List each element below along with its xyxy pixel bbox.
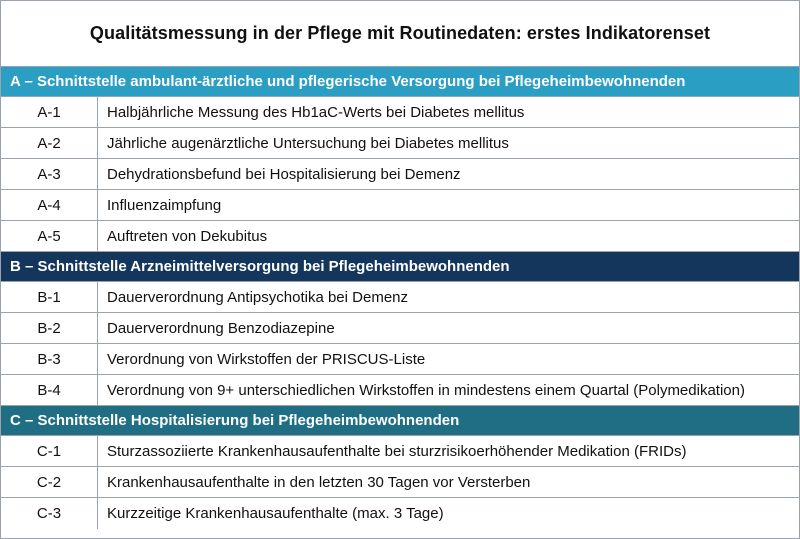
indicator-code: B-1 (1, 282, 98, 312)
indicator-code: A-1 (1, 97, 98, 127)
indicator-code: A-3 (1, 159, 98, 189)
indicator-description: Jährliche augenärztliche Untersuchung bei Diabetes mellitus (107, 134, 509, 152)
indicator-description: Sturzassoziierte Krankenhausaufenthalte bei sturzrisikoerhöhender Medikation (FRIDs) (107, 442, 687, 460)
indicator-code: B-4 (1, 375, 98, 405)
indicator-code: C-3 (1, 498, 98, 529)
table-row (1, 190, 799, 221)
indicator-description: Dauerverordnung Benzodiazepine (107, 319, 335, 337)
indicator-description: Halbjährliche Messung des Hb1aC-Werts bei Diabetes mellitus (107, 103, 525, 121)
table-row (1, 498, 799, 529)
table-row (1, 97, 799, 128)
indicator-code: A-4 (1, 190, 98, 220)
table-row (1, 128, 799, 159)
table-row (1, 282, 799, 313)
table-title: Qualitätsmessung in der Pflege mit Routinedaten: erstes Indikatorenset (89, 23, 711, 43)
indicator-description: Dauerverordnung Antipsychotika bei Demenz (107, 288, 409, 306)
table-row (1, 159, 799, 190)
title-row (1, 1, 799, 67)
indicator-code: C-1 (1, 436, 98, 466)
section-header-a: A – Schnittstelle ambulant-ärztliche und pflegerische Versorgung bei Pflegeheimbewohnenden (1, 67, 799, 97)
indicator-code: A-5 (1, 221, 98, 251)
indicator-code: C-2 (1, 467, 98, 497)
section-header-b: B – Schnittstelle Arzneimittelversorgung bei Pflegeheimbewohnenden (1, 252, 799, 282)
indicator-description: Influenzaimpfung (107, 196, 222, 214)
table-row (1, 375, 799, 406)
table-row (1, 344, 799, 375)
indicator-description: Verordnung von Wirkstoffen der PRISCUS-Liste (107, 350, 426, 368)
table-row (1, 467, 799, 498)
indicator-description: Verordnung von 9+ unterschiedlichen Wirkstoffen in mindestens einem Quartal (Polymedikation) (107, 381, 745, 399)
indicator-description: Kurzzeitige Krankenhausaufenthalte (max. 3 Tage) (107, 505, 444, 522)
indicator-description: Krankenhausaufenthalte in den letzten 30 Tagen vor Versterben (107, 473, 531, 491)
table-row (1, 436, 799, 467)
indicator-code: A-2 (1, 128, 98, 158)
table-row (1, 221, 799, 252)
indicator-code: B-3 (1, 344, 98, 374)
indicator-code: B-2 (1, 313, 98, 343)
table-row (1, 313, 799, 344)
section-header-c: C – Schnittstelle Hospitalisierung bei Pflegeheimbewohnenden (1, 406, 799, 436)
indicator-description: Auftreten von Dekubitus (107, 227, 268, 245)
indicator-description: Dehydrationsbefund bei Hospitalisierung bei Demenz (107, 165, 461, 183)
